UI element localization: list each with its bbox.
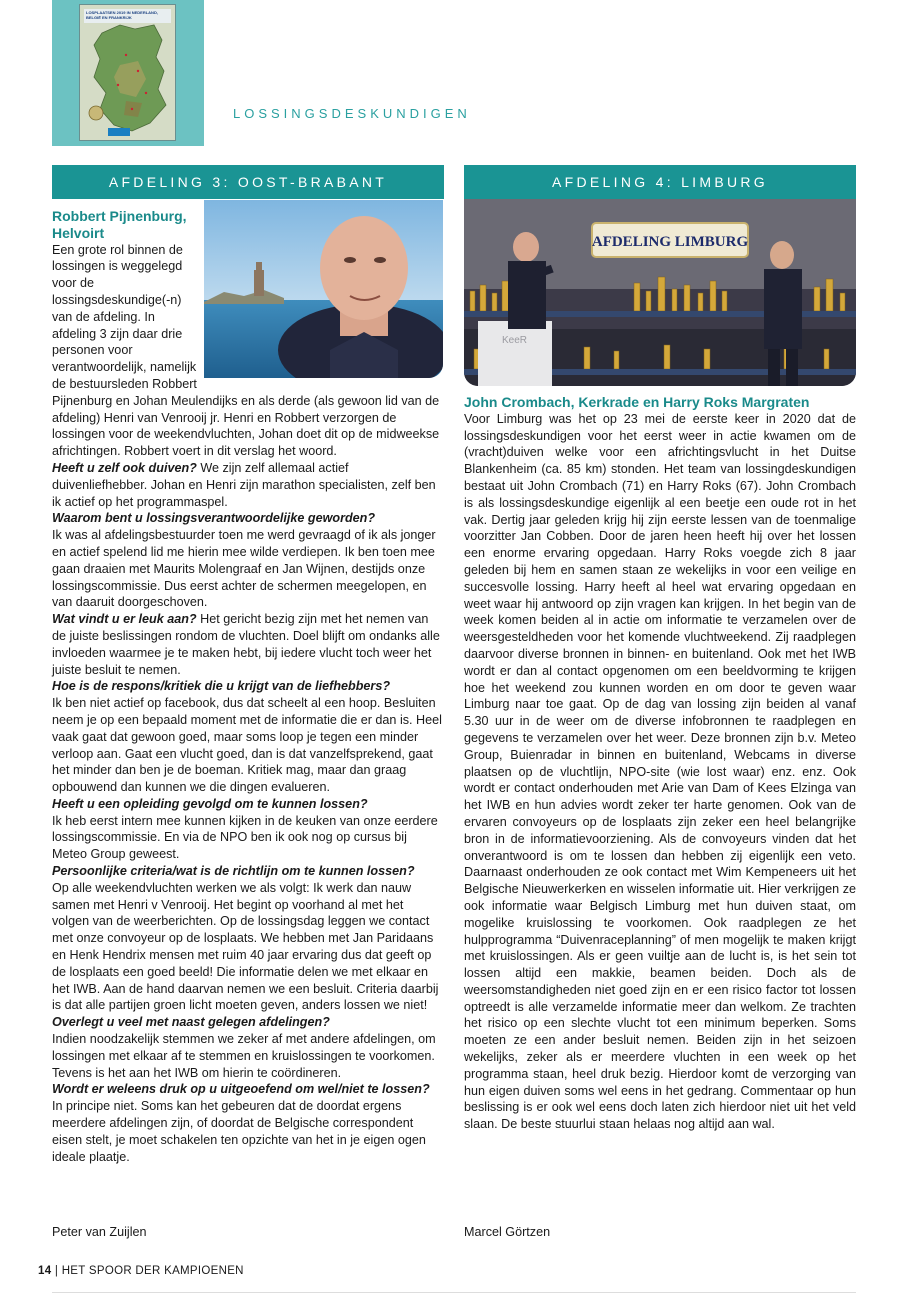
answer: Ik ben niet actief op facebook, dus dat scheelt al een hoop. Besluiten neem je op een bepaald moment met de informatie die er dan is. Heel vaak gaat dat gewoon goed, maar soms loop je tegen een minder verloop aan. Gaat een vlucht goed, dan is dat vanzelfsprekend, gaat het minder dan ben je de boeman. Kritiek mag, maar dan graag opbouwend dan kunnen we die dingen evalueren.	[52, 696, 442, 795]
question: Overlegt u veel met naast gelegen afdelingen?	[52, 1015, 330, 1030]
answer: Het gericht bezig zijn met het nemen van de juiste beslissingen rondom de vluchten. Doel blijft om ondanks alle invloeden waarmee je te maken hebt, bij iedere vlucht toch weer het juiste besluit te nemen.	[52, 612, 440, 677]
event-photo	[464, 199, 856, 386]
event-illustration	[464, 199, 856, 386]
qa-item	[52, 611, 444, 678]
question: Waarom bent u lossingsverantwoordelijke geworden?	[52, 511, 376, 526]
question: Persoonlijke criteria/wat is de richtlijn om te kunnen lossen?	[52, 864, 415, 879]
article-body: Voor Limburg was het op 23 mei de eerste keer in 2020 dat de lossingsdeskundigen voor het eerst weer in actie kwamen om de (vracht)duiven welke voor een africhtingsvlucht in het Duitse Blankenheim (ca. 85 km) stonden. Het team van lossingdeskundigen bestaat uit John Crombach (71) en Harry Roks (67). John Crombach is als lossingsdeskundige eigenlijk al een beetje een oude rot in het vak. Dertig jaar geleden krijg hij zijn eerste lessen van de toenmalige voorzitter Jan Cobben. Door de jaren heen heeft hij over het lossen een enorme ervaring opgedaan. Harry Roks voegde zich 8 jaar geleden bij hem en samen staan ze wekelijks in voor een veilige en succesvolle lossing. Harry heeft al heel wat ervaring opgedaan en weet waar hij antwoord op zijn vragen kan krijgen. In het begin van de week komen beiden al in actie om informatie te verzamelen over de weersgesteldheden voor het komende vluchtweekend. Zij raadplegen daarvoor diverse bronnen in binnen- en buitenland. Ook met het IWB wordt er dan al contact opgenomen om een beeldvorming te krijgen hoe het weekend zou kunnen worden en om door te geven waar Limburg naar toe gaat. Op de dag van lossing zijn beiden al vanaf 5.30 uur in de weer om de diverse infobronnen te raadplegen en gegevens te verzamelen over het weer. Deze bronnen zijn b.v. Meteo Group, Buienradar in binnen en buitenland, Webcams in diverse plaatsen op de vluchtlijn, NPO-site (wie lost waar) enz. enz. Ook wordt er contact onderhouden met Arie van Dam of Kees Elzinga van het IWB en hun advies wordt zeker ter harte genomen. Ook van de ervaren convoyeurs op de losplaats zijn zeker een heel belangrijke bron in de informatievoorziening. Als de convoyeurs vinden dat het onverantwoord is om te lossen dan hebben zij eigenlijk een veto. Daarnaast onderhouden ze ook contact met Wim Kempeneers uit het Belgische Nieuwerkerken en wisselen informatie uit. Hier verkrijgen ze ook informatie waar Belgisch Limburg met hun duiven staat, om mogelike kruislossing te voorkomen. Ook raadplegen ze het hulpprogramma “Duivenraceplanning” of men mogelijk te maken krijgt met kruislossingen. Als er geen vuiltje aan de lucht is, is het sein tot lossen altijd een makkie, beamen beiden. Doch als de weersomstandigheden niet goed zijn en er een risico factor tot lossen optreedt is alle verzamelde informatie meer dan welkom. Ze trachten het risico op een slechte vlucht tot een minimum beperken. Soms moeten ze een ander besluit nemen. Beiden zijn in het seizoen wekelijks, zeker als er meerdere vluchten in een week op het programma staan, heel druk bezig. Hierdoor komt de verzorging van hun eigen duiven soms wel eens in het gedrang. Commentaar op hun beslissing is er ook wel eens doch laten zich hierdoor niet uit het veld slaan. De beste stuurlui staan helaas nog altijd aan wal.	[464, 411, 856, 1132]
poster-title: LOSPLAATSEN 2019 IN NEDERLAND, BELGIË EN FRANKRIJK	[86, 10, 158, 20]
name-line-2: Helvoirt	[52, 224, 105, 241]
column-header-right: AFDELING 4: LIMBURG	[464, 165, 856, 199]
map-illustration	[80, 5, 175, 140]
photo-wrap-spacer	[200, 208, 444, 384]
answer: Ik heb eerst intern mee kunnen kijken in de keuken van onze eerdere lossingscommissie. En via de NPO ben ik ook nog op cursus bij Meteo Group geweest.	[52, 813, 438, 862]
article-subtitle: John Crombach, Kerkrade en Harry Roks Margraten	[464, 394, 810, 410]
question: Wat vindt u er leuk aan?	[52, 612, 197, 627]
page-footer	[38, 1265, 244, 1277]
answer: Indien noodzakelijk stemmen we zeker af met andere afdelingen, om lossingen met elkaar af te stemmen en kruislossingen te voorkomen. Tevens is het aan het IWB om hierin te coördineren.	[52, 1032, 436, 1080]
podium-label: KeeR	[502, 335, 528, 346]
name-line-1: Robbert Pijnenburg,	[52, 208, 187, 224]
answer: In principe niet. Soms kan het gebeuren dat de doordat ergens meerdere afdelingen zijn, of doordat de Belgische correspondent eisen stelt, je moet schakelen ten opzichte van het in je eigen ogen ideale plaatje.	[52, 1099, 426, 1164]
answer: Op alle weekendvluchten werken we als volgt: Ik werk dan nauw samen met Henri v Venrooij. Het begint op voorhand al met het volgen van de weerberichten. Op de lossingsdag leggen we contact met onze convoyeur op de losplaats. We hebben met Jan Paridaans en Henk Hendrix mensen met ruim 40 jaar ervaring dus dat geeft op de losplaats een goed beeld! Die informatie delen we met elkaar en het IWB. Aan de hand daarvan nemen we een besluit. Criteria daarbij is dat alle partijen groen licht moeten geven, anders lossen we niet!	[52, 880, 439, 1013]
author-signature-left: Peter van Zuijlen	[52, 1225, 147, 1239]
banner-text: AFDELING LIMBURG	[591, 234, 749, 250]
question: Wordt er weleens druk op u uitgeoefend om wel/niet te lossen?	[52, 1082, 430, 1097]
question: Heeft u een opleiding gevolgd om te kunnen lossen?	[52, 796, 368, 811]
column-header-left: AFDELING 3: OOST-BRABANT	[52, 165, 444, 199]
answer: Ik was al afdelingsbestuurder toen me werd gevraagd of ik als jonger en actief spelend lid me hierin mee wilde verdiepen. Ik ben toen mee gaan draaien met Maurits Molengraaf en Jan Wijnen, destijds onze lossingscommissie. Dus eerst achter de schermen meegelopen, en van daaruit doorgeschoven.	[52, 528, 436, 610]
question: Hoe is de respons/kritiek die u krijgt van de liefhebbers?	[52, 679, 391, 694]
intro-paragraph: Een grote rol binnen de lossingen is weggelegd voor de lossingsdeskundige(-n) van de afdeling. In afdeling 3 zijn daar drie personen voor verantwoordelijk, namelijk de bestuursleden Robbert Pijnenburg en Johan Meulendijks en als derde (als gewoon lid van de afdeling) Henri van Venrooij jr. Henri en Robbert verzorgen de lossingen voor de weekendvluchten, Johan doet dit op de midweekse africhtingen. Robbert voert in dit verslag het woord.	[52, 242, 440, 459]
left-article	[52, 208, 444, 1165]
section-kicker: LOSSINGSDESKUNDIGEN	[233, 106, 471, 121]
qa-item	[52, 460, 444, 510]
author-signature-right: Marcel Görtzen	[464, 1225, 551, 1239]
footer-separator: |	[54, 1265, 59, 1277]
page-number: 14	[38, 1265, 52, 1277]
map-poster	[80, 5, 175, 140]
poster-thumbnail	[52, 0, 204, 146]
publication-name: HET SPOOR DER KAMPIOENEN	[61, 1265, 244, 1277]
answer: We zijn zelf allemaal actief duivenliefhebber. Johan en Henri zijn marathon specialisten, zelf ben ik actief op het programmaspel.	[52, 460, 436, 509]
footer-rule	[52, 1292, 856, 1293]
question: Heeft u zelf ook duiven?	[52, 460, 197, 475]
right-article	[464, 394, 856, 1133]
poster-logo	[108, 128, 130, 136]
